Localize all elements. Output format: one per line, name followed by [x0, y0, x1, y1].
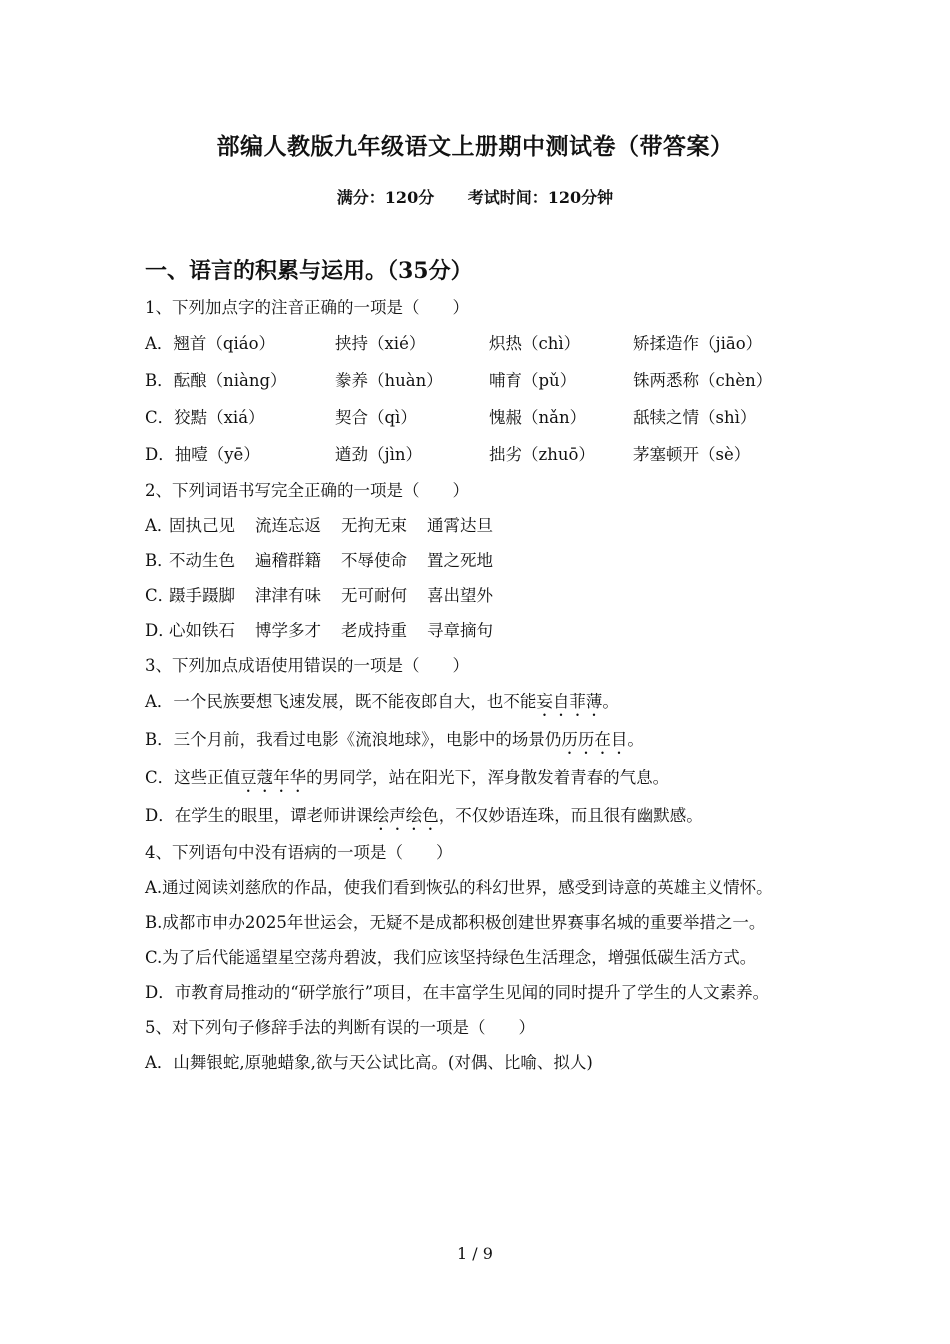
pinyin-item: 契合（qì）	[335, 408, 417, 427]
word-item: 蹑手蹑脚	[169, 586, 235, 605]
word-item: 流连忘返	[255, 516, 321, 535]
pinyin-item: 矫揉造作（jiāo）	[633, 334, 763, 353]
pinyin-item: 挟持（xié）	[335, 334, 426, 353]
question-3-option-d	[145, 797, 810, 835]
word-item: 老成持重	[341, 621, 407, 640]
question-2-option-c	[145, 578, 810, 613]
pinyin-item: 哺育（pǔ）	[489, 371, 577, 390]
question-1-option-b	[145, 362, 810, 399]
pinyin-item: 愧赧（nǎn）	[489, 408, 587, 427]
pinyin-item: 豢养（huàn）	[335, 371, 443, 390]
word-item: 置之死地	[427, 551, 493, 570]
word-item: 喜出望外	[427, 586, 493, 605]
question-3-stem: 3、下列加点成语使用错误的一项是（ ）	[145, 656, 469, 675]
word-item: 遍稽群籍	[255, 551, 321, 570]
page-title: 部编人教版九年级语文上册期中测试卷（带答案）	[216, 133, 734, 160]
word-item: 不动生色	[169, 551, 235, 570]
question-1-stem: 1、下列加点字的注音正确的一项是（ ）	[145, 298, 469, 317]
pinyin-item: 舐犊之情（shì）	[633, 408, 757, 427]
question-4-option-a: A.通过阅读刘慈欣的作品，使我们看到恢弘的科幻世界，感受到诗意的英雄主义情怀。	[145, 878, 773, 897]
page-number: 1 / 9	[457, 1244, 493, 1263]
question-body	[145, 290, 810, 1080]
question-2-option-b	[145, 543, 810, 578]
exam-time: 考试时间：120分钟	[467, 188, 614, 207]
section-heading: 一、语言的积累与运用。（35分）	[145, 258, 473, 284]
question-5-stem: 5、对下列句子修辞手法的判断有误的一项是（ ）	[145, 1018, 535, 1037]
option-text: A．一个民族要想飞速发展，既不能夜郎自大，也不能	[145, 692, 537, 711]
question-2-option-d	[145, 613, 810, 648]
question-5-option-a: A．山舞银蛇,原驰蜡象,欲与天公试比高。(对偶、比喻、拟人)	[145, 1053, 593, 1072]
question-4-stem: 4、下列语句中没有语病的一项是（ ）	[145, 843, 453, 862]
question-1-option-d	[145, 436, 810, 473]
dotted-idiom: 妄自菲薄	[536, 692, 603, 711]
dotted-idiom: 历历在目	[561, 730, 628, 749]
dotted-idiom: 绘声绘色	[372, 806, 439, 825]
pinyin-item: C．狡黠（xiá）	[145, 408, 265, 427]
option-label: D．	[145, 621, 175, 640]
pinyin-item: B．酝酿（niàng）	[145, 371, 287, 390]
option-label: A．	[145, 516, 174, 535]
word-item: 通霄达旦	[427, 516, 493, 535]
option-text: 。	[602, 692, 619, 711]
word-item: 心如铁石	[169, 621, 235, 640]
option-text: 的男同学，站在阳光下，浑身散发着青春的气息。	[306, 768, 670, 787]
full-score: 满分：120分	[336, 188, 435, 207]
pinyin-item: D．抽噎（yē）	[145, 445, 260, 464]
word-item: 博学多才	[255, 621, 321, 640]
question-3-option-a	[145, 683, 810, 721]
dotted-idiom: 豆蔻年华	[240, 768, 307, 787]
question-4-option-d: D．市教育局推动的“研学旅行”项目，在丰富学生见闻的同时提升了学生的人文素养。	[145, 983, 770, 1002]
option-label: C．	[145, 586, 175, 605]
question-4-option-b: B.成都市申办2025年世运会，无疑不是成都积极创建世界赛事名城的重要举措之一。	[145, 913, 766, 932]
word-item: 津津有味	[255, 586, 321, 605]
question-2-options	[145, 508, 810, 648]
question-1-option-c	[145, 399, 810, 436]
option-text: B．三个月前，我看过电影《流浪地球》，电影中的场景仍	[145, 730, 562, 749]
question-1-options	[145, 325, 810, 473]
pinyin-item: 遒劲（jìn）	[335, 445, 423, 464]
word-item: 无拘无束	[341, 516, 407, 535]
question-2-option-a	[145, 508, 810, 543]
option-text: D．在学生的眼里，谭老师讲课	[145, 806, 373, 825]
pinyin-item: A．翘首（qiáo）	[145, 334, 276, 353]
question-2-stem: 2、下列词语书写完全正确的一项是（ ）	[145, 481, 469, 500]
pinyin-item: 铢两悉称（chèn）	[633, 371, 773, 390]
question-3-option-c	[145, 759, 810, 797]
pinyin-item: 拙劣（zhuō）	[489, 445, 595, 464]
word-item: 无可耐何	[341, 586, 407, 605]
option-text: 。	[627, 730, 644, 749]
question-1-option-a	[145, 325, 810, 362]
pinyin-item: 茅塞顿开（sè）	[633, 445, 751, 464]
word-item: 寻章摘句	[427, 621, 493, 640]
question-4-option-c: C.为了后代能遥望星空荡舟碧波，我们应该坚持绿色生活理念，增强低碳生活方式。	[145, 948, 757, 967]
word-item: 不辱使命	[341, 551, 407, 570]
word-item: 固执己见	[169, 516, 235, 535]
exam-info	[0, 185, 950, 208]
pinyin-item: 炽热（chì）	[489, 334, 581, 353]
question-3-option-b	[145, 721, 810, 759]
option-text: ，不仅妙语连珠，而且很有幽默感。	[438, 806, 703, 825]
option-text: C．这些正值	[145, 768, 241, 787]
option-label: B．	[145, 551, 174, 570]
